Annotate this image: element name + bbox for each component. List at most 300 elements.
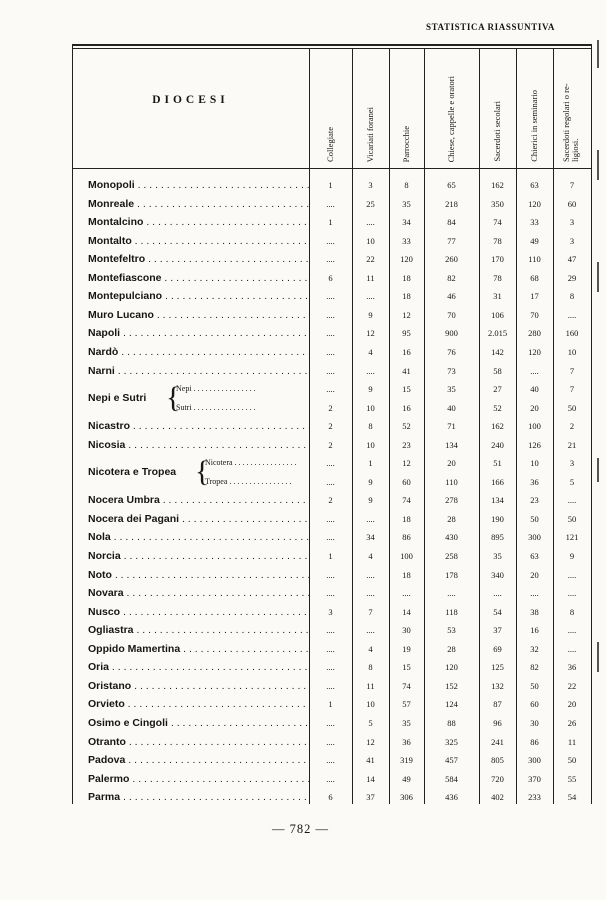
- table-cell: 63: [530, 180, 539, 190]
- table-row: [0, 437, 606, 453]
- diocese-name: Nusco . . .: [88, 604, 309, 620]
- table-title: DIOCESI: [152, 94, 229, 106]
- diocese-name: Padova . . .: [88, 752, 309, 768]
- diocese-name: Novara . . .: [88, 585, 309, 601]
- table-cell: 36: [402, 736, 411, 747]
- table-cell: 70: [530, 309, 539, 320]
- table-cell: 14: [366, 773, 375, 784]
- table-cell: 124: [445, 699, 458, 710]
- table-cell: 54: [493, 606, 502, 617]
- table-cell: 166: [491, 476, 504, 487]
- table-cell: 32: [530, 643, 539, 654]
- table-cell: 29: [567, 272, 577, 283]
- table-row: [0, 492, 606, 508]
- table-cell: 82: [530, 662, 539, 673]
- table-cell: 28: [447, 643, 456, 654]
- table-cell: 16: [530, 625, 539, 636]
- table-cell: 36: [530, 476, 539, 487]
- table-cell: 22: [567, 680, 577, 691]
- table-cell: 260: [445, 254, 458, 265]
- table-cell: 402: [491, 792, 504, 803]
- table-row: [0, 585, 606, 601]
- table-cell: 2: [569, 421, 575, 432]
- table-cell: 16: [402, 402, 411, 413]
- table-cell: 1: [328, 217, 333, 228]
- table-cell: 10: [366, 699, 375, 710]
- table-cell: ....: [326, 458, 335, 469]
- table-cell: 57: [402, 699, 411, 710]
- table-cell: 46: [447, 291, 456, 302]
- table-cell: 134: [491, 495, 504, 506]
- table-cell: 86: [402, 532, 411, 543]
- table-cell: 63: [530, 551, 539, 561]
- diocese-name: Montalcino . . .: [88, 214, 309, 230]
- table-row: [0, 734, 606, 750]
- table-cell: 38: [530, 606, 539, 617]
- table-cell: ....: [366, 365, 375, 376]
- table-cell: ....: [326, 717, 335, 728]
- table-cell: 190: [491, 513, 504, 524]
- table-cell: 160: [565, 328, 579, 339]
- table-cell: 10: [567, 346, 577, 357]
- table-cell: 6: [328, 792, 333, 803]
- table-row: [0, 455, 606, 471]
- scan-edge-mark: [597, 458, 599, 482]
- table-cell: 15: [402, 384, 411, 395]
- table-cell: ....: [326, 755, 335, 766]
- table-cell: 8: [404, 180, 409, 190]
- table-cell: 49: [530, 235, 539, 246]
- table-cell: ....: [326, 662, 335, 673]
- table-cell: ....: [326, 532, 335, 543]
- table-row: [0, 567, 606, 583]
- table-cell: ....: [326, 680, 335, 691]
- table-cell: ....: [567, 309, 577, 320]
- table-cell: 3: [569, 217, 575, 228]
- table-cell: ....: [567, 588, 577, 599]
- table-cell: 40: [530, 384, 539, 395]
- sub-diocese-name: Nicotera . . .: [205, 455, 309, 471]
- table-cell: 35: [402, 717, 411, 728]
- table-cell: 23: [530, 495, 539, 506]
- table-cell: 14: [402, 606, 411, 617]
- diocese-name: Montefiascone . . .: [88, 270, 309, 286]
- table-cell: 4: [368, 643, 373, 654]
- table-row: [0, 214, 606, 230]
- table-cell: 7: [569, 180, 575, 190]
- table-cell: ....: [530, 365, 539, 376]
- table-cell: 88: [447, 717, 456, 728]
- diocese-name: Orvieto . . .: [88, 696, 309, 712]
- table-cell: 300: [528, 755, 541, 766]
- table-cell: 52: [402, 421, 411, 432]
- table-cell: ....: [366, 217, 375, 228]
- table-cell: 12: [402, 309, 411, 320]
- table-row: [0, 344, 606, 360]
- table-cell: 77: [447, 235, 456, 246]
- table-cell: 436: [445, 792, 458, 803]
- diocese-name: Nicosia . . .: [88, 437, 309, 453]
- table-cell: 118: [445, 606, 458, 617]
- scan-edge-mark: [597, 40, 599, 68]
- table-cell: ....: [366, 588, 375, 599]
- table-cell: 900: [445, 328, 458, 339]
- table-cell: ....: [326, 625, 335, 636]
- diocese-name: Nola . . .: [88, 529, 309, 545]
- table-cell: 21: [567, 439, 577, 450]
- table-cell: ....: [326, 513, 335, 524]
- table-cell: 370: [528, 773, 541, 784]
- scan-edge-mark: [597, 150, 599, 180]
- table-cell: 100: [528, 421, 541, 432]
- table-cell: 9: [368, 495, 373, 506]
- table-cell: 53: [447, 625, 456, 636]
- table-cell: 25: [366, 198, 375, 209]
- table-cell: 5: [569, 476, 575, 487]
- table-cell: 110: [445, 476, 458, 487]
- table-cell: ....: [447, 588, 456, 599]
- table-cell: 152: [445, 680, 458, 691]
- table-row: [0, 363, 606, 379]
- table-cell: 300: [528, 532, 541, 543]
- table-cell: 132: [491, 680, 504, 691]
- table-cell: 50: [530, 680, 539, 691]
- table-cell: 69: [493, 643, 502, 654]
- table-cell: ....: [326, 328, 335, 339]
- diocese-name: Montalto . . .: [88, 233, 309, 249]
- column-header: Chiese, cappelle e oratori: [446, 75, 456, 162]
- table-cell: ....: [567, 569, 577, 580]
- table-cell: 49: [402, 773, 411, 784]
- table-cell: 30: [530, 717, 539, 728]
- table-cell: 2: [328, 402, 333, 413]
- table-cell: 110: [528, 254, 541, 265]
- table-cell: 3: [569, 235, 575, 246]
- table-cell: 218: [445, 198, 458, 209]
- table-cell: 12: [366, 736, 375, 747]
- table-cell: 17: [530, 291, 539, 302]
- table-cell: 8: [368, 662, 373, 673]
- table-cell: 74: [402, 495, 411, 506]
- table-row: [0, 288, 606, 304]
- diocese-name: Palermo . . .: [88, 771, 309, 787]
- table-row: [0, 325, 606, 341]
- table-cell: 19: [402, 643, 411, 654]
- diocese-name: Nocera dei Pagani . . .: [88, 511, 309, 527]
- table-cell: 50: [530, 513, 539, 524]
- table-cell: 280: [528, 328, 541, 339]
- table-cell: ....: [366, 291, 375, 302]
- table-cell: 319: [400, 755, 413, 766]
- table-cell: 1: [328, 551, 333, 561]
- table-cell: ....: [326, 643, 335, 654]
- table-top-rule-thin: [72, 48, 591, 49]
- table-row: [0, 529, 606, 545]
- table-cell: 120: [528, 346, 541, 357]
- table-row: [0, 548, 606, 564]
- table-cell: 15: [402, 662, 411, 673]
- table-cell: ....: [326, 773, 335, 784]
- table-cell: ....: [326, 235, 335, 246]
- table-cell: 20: [530, 569, 539, 580]
- table-row: [0, 418, 606, 434]
- diocese-name: Monopoli . . .: [88, 177, 309, 193]
- table-cell: 8: [368, 421, 373, 432]
- table-cell: 18: [402, 272, 411, 283]
- table-top-rule: [72, 44, 591, 46]
- table-cell: 9: [368, 476, 373, 487]
- table-cell: 10: [366, 439, 375, 450]
- table-cell: 65: [447, 180, 456, 190]
- sub-diocese-name: Sutri . . .: [176, 400, 309, 416]
- table-cell: 3: [569, 458, 575, 469]
- table-cell: 50: [567, 513, 577, 524]
- table-cell: 134: [445, 439, 458, 450]
- sub-diocese-name: Tropea . . .: [205, 474, 309, 490]
- table-cell: 34: [402, 217, 411, 228]
- table-cell: 120: [400, 254, 413, 265]
- table-cell: 10: [366, 402, 375, 413]
- table-cell: 60: [402, 476, 411, 487]
- table-cell: 37: [366, 792, 375, 803]
- table-cell: 6: [328, 272, 333, 283]
- table-cell: 340: [491, 569, 504, 580]
- table-cell: 18: [402, 291, 411, 302]
- table-cell: 20: [567, 699, 577, 710]
- table-cell: 47: [567, 254, 577, 265]
- table-cell: 20: [447, 458, 456, 469]
- group-brace: {: [195, 455, 210, 489]
- table-cell: 430: [445, 532, 458, 543]
- table-cell: ....: [567, 625, 577, 636]
- table-cell: 20: [530, 402, 539, 413]
- table-cell: 9: [368, 309, 373, 320]
- diocese-name: Montefeltro . . .: [88, 251, 309, 267]
- table-cell: 50: [567, 402, 577, 413]
- column-header: Chierici in seminario: [529, 90, 539, 162]
- table-cell: 4: [368, 346, 373, 357]
- diocese-name: Oppido Mamertina . . .: [88, 641, 309, 657]
- table-row: [0, 400, 606, 416]
- table-cell: 26: [567, 717, 577, 728]
- table-cell: ....: [326, 346, 335, 357]
- table-cell: ....: [530, 588, 539, 599]
- table-cell: 120: [528, 198, 541, 209]
- table-cell: 125: [491, 662, 504, 673]
- table-cell: 126: [528, 439, 541, 450]
- table-cell: 82: [447, 272, 456, 283]
- table-cell: ....: [366, 625, 375, 636]
- table-cell: 73: [447, 365, 456, 376]
- table-cell: 8: [569, 291, 575, 302]
- diocese-name: Otranto . . .: [88, 734, 309, 750]
- table-cell: 35: [493, 551, 502, 561]
- table-cell: 78: [493, 235, 502, 246]
- table-cell: 23: [402, 439, 411, 450]
- table-cell: 1: [328, 180, 333, 190]
- scan-edge-mark: [597, 642, 599, 672]
- table-row: [0, 752, 606, 768]
- table-cell: ....: [366, 513, 375, 524]
- table-cell: 7: [569, 384, 575, 395]
- table-cell: 178: [445, 569, 458, 580]
- table-cell: 60: [567, 198, 577, 209]
- table-cell: 51: [493, 458, 502, 469]
- sub-diocese-name: Nepi . . .: [176, 381, 309, 397]
- table-cell: 74: [402, 680, 411, 691]
- diocese-name: Norcia . . .: [88, 548, 309, 564]
- table-cell: 54: [567, 792, 577, 803]
- table-cell: 33: [402, 235, 411, 246]
- table-cell: 3: [328, 606, 333, 617]
- table-cell: 805: [491, 755, 504, 766]
- table-cell: 9: [569, 551, 575, 561]
- group-diocese-name: Nicotera e Tropea: [88, 466, 177, 479]
- table-cell: 142: [491, 346, 504, 357]
- table-cell: 162: [491, 180, 504, 190]
- table-row: [0, 233, 606, 249]
- diocese-name: Parma . . .: [88, 789, 309, 805]
- table-cell: 457: [445, 755, 458, 766]
- table-cell: 16: [402, 346, 411, 357]
- table-cell: 68: [530, 272, 539, 283]
- table-cell: 95: [402, 328, 411, 339]
- diocese-name: Monreale . . .: [88, 196, 309, 212]
- diocese-name: Oristano . . .: [88, 678, 309, 694]
- table-cell: 3: [368, 180, 373, 190]
- table-cell: 70: [447, 309, 456, 320]
- column-header: Sacerdoti regolari o re-ligiosi.: [561, 83, 580, 162]
- table-cell: 33: [530, 217, 539, 228]
- table-row: [0, 270, 606, 286]
- running-header: STATISTICA RIASSUNTIVA: [426, 22, 555, 32]
- table-cell: 240: [491, 439, 504, 450]
- table-cell: 28: [447, 513, 456, 524]
- table-cell: 78: [493, 272, 502, 283]
- table-cell: 52: [493, 402, 502, 413]
- table-cell: 18: [402, 569, 411, 580]
- table-row: [0, 381, 606, 397]
- table-cell: 22: [366, 254, 375, 265]
- table-cell: ....: [326, 736, 335, 747]
- table-cell: 35: [402, 198, 411, 209]
- table-cell: 895: [491, 532, 504, 543]
- table-cell: 71: [447, 421, 456, 432]
- table-cell: 87: [493, 699, 502, 710]
- table-cell: ....: [567, 643, 577, 654]
- column-header: Vicariati foranei: [365, 106, 375, 162]
- table-row: [0, 196, 606, 212]
- table-cell: 76: [447, 346, 456, 357]
- table-cell: ....: [326, 254, 335, 265]
- column-header: Collegiate: [325, 127, 335, 162]
- group-diocese-name: Nepi e Sutri: [88, 392, 147, 405]
- table-cell: 350: [491, 198, 504, 209]
- table-cell: 50: [567, 755, 577, 766]
- table-cell: ....: [366, 569, 375, 580]
- page-number: — 782 —: [272, 822, 329, 836]
- diocese-name: Oria . . .: [88, 659, 309, 675]
- diocese-name: Nicastro . . .: [88, 418, 309, 434]
- table-row: [0, 715, 606, 731]
- group-brace: {: [166, 381, 181, 415]
- table-cell: 233: [528, 792, 541, 803]
- table-cell: 325: [445, 736, 458, 747]
- table-row: [0, 641, 606, 657]
- table-cell: 35: [447, 384, 456, 395]
- table-cell: 106: [491, 309, 504, 320]
- table-cell: ....: [326, 476, 335, 487]
- header-bottom-rule: [72, 168, 591, 169]
- table-cell: 241: [491, 736, 504, 747]
- table-row: [0, 177, 606, 193]
- table-row: [0, 511, 606, 527]
- table-cell: ....: [326, 198, 335, 209]
- table-row: [0, 251, 606, 267]
- table-cell: 41: [402, 365, 411, 376]
- table-row: [0, 659, 606, 675]
- diocese-name: Nocera Umbra . . .: [88, 492, 309, 508]
- table-cell: 11: [366, 272, 375, 283]
- table-row: [0, 696, 606, 712]
- table-cell: 8: [569, 606, 575, 617]
- table-cell: 306: [400, 792, 413, 803]
- table-cell: 84: [447, 217, 456, 228]
- table-cell: 41: [366, 755, 375, 766]
- table-cell: 37: [493, 625, 502, 636]
- diocese-name: Nardò . . .: [88, 344, 309, 360]
- diocese-name: Narni . . .: [88, 363, 309, 379]
- table-cell: ....: [326, 291, 335, 302]
- table-cell: 5: [368, 717, 373, 728]
- table-cell: 258: [445, 551, 458, 561]
- table-cell: ....: [326, 588, 335, 599]
- table-cell: 2: [328, 495, 333, 506]
- table-cell: 34: [366, 532, 375, 543]
- table-cell: 12: [366, 328, 375, 339]
- table-cell: 12: [402, 458, 411, 469]
- table-cell: 1: [328, 699, 333, 710]
- table-cell: ....: [326, 384, 335, 395]
- table-cell: 30: [402, 625, 411, 636]
- table-cell: 40: [447, 402, 456, 413]
- table-cell: 720: [491, 773, 504, 784]
- table-cell: 86: [530, 736, 539, 747]
- diocese-name: Osimo e Cingoli . . .: [88, 715, 309, 731]
- table-cell: 10: [366, 235, 375, 246]
- table-row: [0, 622, 606, 638]
- table-cell: ....: [567, 495, 577, 506]
- table-cell: 1: [368, 458, 373, 469]
- diocese-name: Muro Lucano . . .: [88, 307, 309, 323]
- table-cell: 170: [491, 254, 504, 265]
- table-cell: 60: [530, 699, 539, 710]
- table-cell: 584: [445, 773, 458, 784]
- table-cell: 11: [366, 680, 375, 691]
- table-cell: 96: [493, 717, 502, 728]
- table-cell: 7: [368, 606, 373, 617]
- table-cell: ....: [326, 365, 335, 376]
- table-row: [0, 789, 606, 805]
- table-row: [0, 474, 606, 490]
- table-cell: 162: [491, 421, 504, 432]
- diocese-name: Ogliastra . . .: [88, 622, 309, 638]
- table-cell: 100: [400, 551, 413, 561]
- diocese-name: Montepulciano . . .: [88, 288, 309, 304]
- table-cell: 2.015: [487, 328, 508, 339]
- table-cell: 2: [328, 439, 333, 450]
- table-cell: 18: [402, 513, 411, 524]
